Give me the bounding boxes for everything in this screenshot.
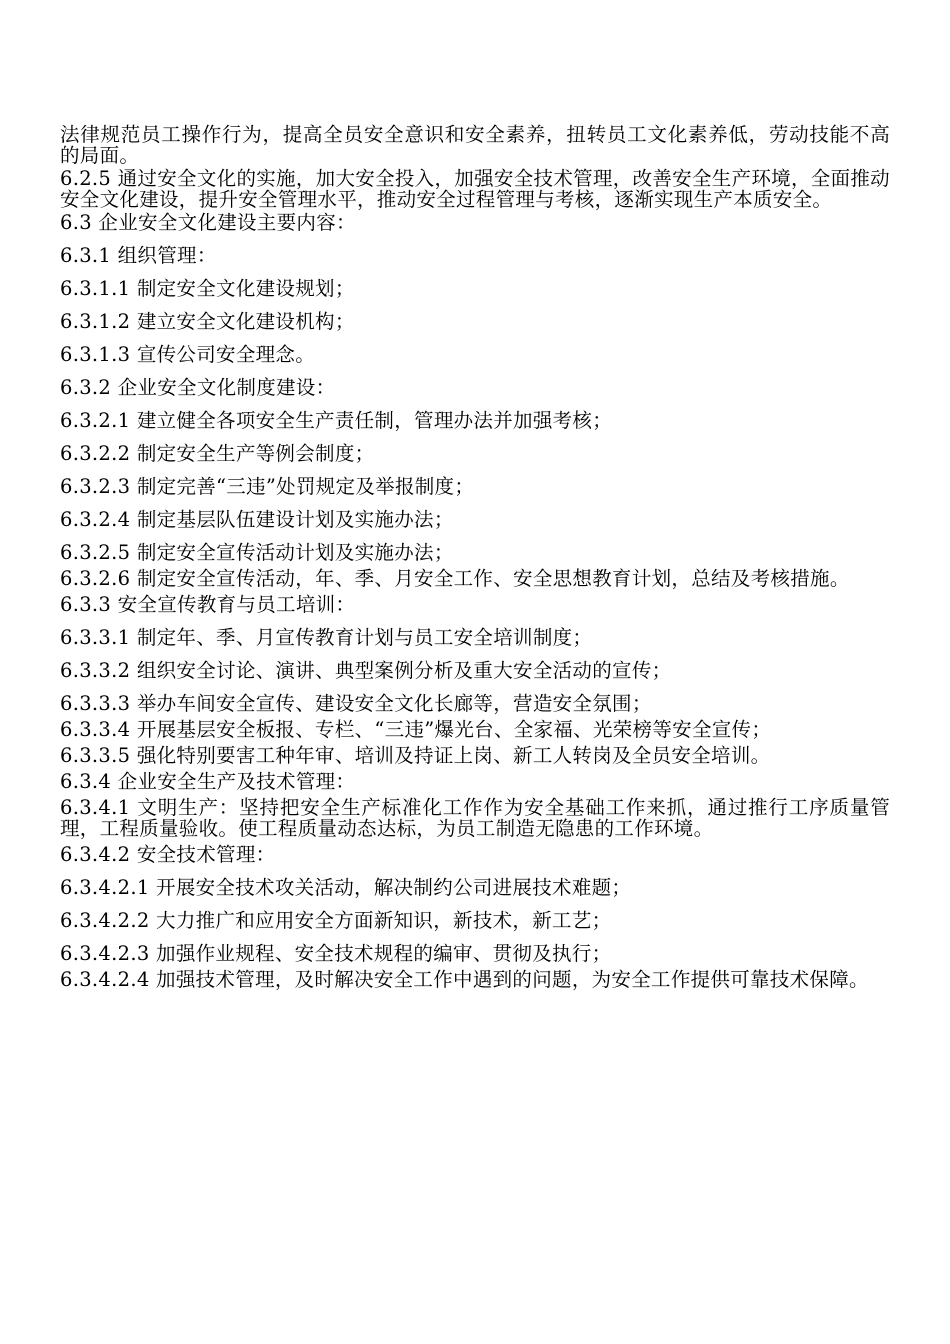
paragraph: 6.3.3.1 制定年、季、月宣传教育计划与员工安全培训制度； — [60, 626, 593, 649]
paragraph: 6.3.3.5 强化特别要害工种年审、培训及持证上岗、新工人转岗及全员安全培训。 — [60, 744, 771, 767]
paragraph: 6.3.2.6 制定安全宣传活动，年、季、月安全工作、安全思想教育计划，总结及考核措施。 — [60, 567, 850, 590]
paragraph: 6.3.2.2 制定安全生产等例会制度； — [60, 442, 375, 465]
paragraph: 6.3.3 安全宣传教育与员工培训： — [60, 593, 356, 616]
paragraph: 6.3.4.2.2 大力推广和应用安全方面新知识，新技术，新工艺； — [60, 909, 612, 932]
paragraph: 6.3.3.2 组织安全讨论、演讲、典型案例分析及重大安全活动的宣传； — [60, 659, 672, 682]
paragraph: 6.3.2.5 制定安全宣传活动计划及实施办法； — [60, 541, 454, 564]
paragraph: 6.3.1.3 宣传公司安全理念。 — [60, 343, 316, 366]
paragraph: 6.3.1.1 制定安全文化建设规划； — [60, 277, 355, 300]
paragraph: 6.3.4.2.3 加强作业规程、安全技术规程的编审、贯彻及执行； — [60, 942, 612, 965]
paragraph: 6.3.4.1 文明生产：坚持把安全生产标准化工作作为安全基础工作来抓，通过推行工序质量管理，工程质量验收。使工程质量动态达标，为员工制造无隐患的工作环境。 — [60, 796, 890, 840]
paragraph: 6.3.4 企业安全生产及技术管理： — [60, 770, 356, 793]
paragraph: 法律规范员工操作行为，提高全员安全意识和安全素养，扭转员工文化素养低，劳动技能不高的局面。 — [60, 123, 890, 167]
paragraph: 6.3 企业安全文化建设主要内容： — [60, 211, 356, 234]
paragraph: 6.3.1.2 建立安全文化建设机构； — [60, 310, 355, 333]
paragraph: 6.3.4.2.1 开展安全技术攻关活动，解决制约公司进展技术难题； — [60, 876, 632, 899]
paragraph: 6.3.3.3 举办车间安全宣传、建设安全文化长廊等，营造安全氛围； — [60, 692, 652, 715]
document-body — [60, 124, 890, 992]
paragraph: 6.3.2 企业安全文化制度建设： — [60, 376, 336, 399]
paragraph: 6.3.2.4 制定基层队伍建设计划及实施办法； — [60, 508, 454, 531]
paragraph: 6.3.4.2 安全技术管理： — [60, 843, 276, 866]
paragraph: 6.3.4.2.4 加强技术管理，及时解决安全工作中遇到的问题，为安全工作提供可靠技术保障。 — [60, 968, 869, 991]
paragraph: 6.3.3.4 开展基层安全板报、专栏、“三违”爆光台、全家福、光荣榜等安全宣传； — [60, 718, 772, 741]
paragraph: 6.2.5 通过安全文化的实施，加大安全投入，加强安全技术管理，改善安全生产环境，全面推动安全文化建设，提升安全管理水平，推动安全过程管理与考核，逐渐实现生产本质安全。 — [60, 167, 890, 211]
paragraph: 6.3.2.3 制定完善“三违”处罚规定及举报制度； — [60, 475, 475, 498]
paragraph: 6.3.2.1 建立健全各项安全生产责任制，管理办法并加强考核； — [60, 409, 613, 432]
paragraph: 6.3.1 组织管理： — [60, 244, 217, 267]
